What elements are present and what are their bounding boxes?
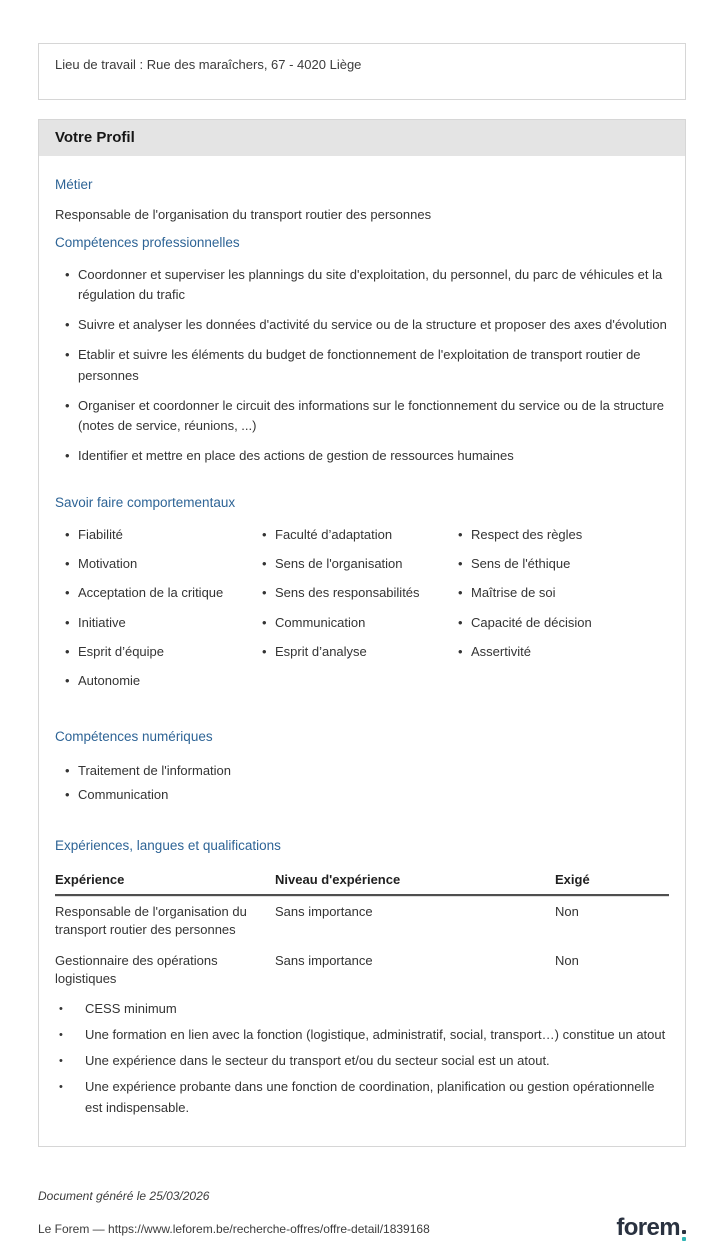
table-row: [55, 895, 669, 944]
list-item: • Assertivité: [458, 642, 669, 662]
table-header-cell: Exigé: [555, 868, 669, 895]
cell-experience: Responsable de l'organisation du transport routier des personnes: [55, 904, 247, 938]
list-item: • Esprit d’équipe: [65, 642, 252, 662]
section-title: Votre Profil: [55, 129, 135, 146]
cell-experience: Gestionnaire des opérations logistiques: [55, 952, 218, 986]
metier-value: Responsable de l'organisation du transport routier des personnes: [55, 207, 432, 222]
list-item: • Esprit d’analyse: [262, 642, 448, 662]
section-body: [39, 156, 685, 1146]
table-header-cell: Niveau d'expérience: [275, 868, 555, 895]
footer-row: [38, 1213, 686, 1242]
cell-required: Non: [555, 952, 579, 968]
experience-heading: Expériences, langues et qualifications: [55, 838, 281, 854]
experience-table: [55, 868, 669, 993]
list-item: • Sens de l'éthique: [458, 554, 669, 574]
list-item: • Respect des règles: [458, 525, 669, 545]
workplace-text: Lieu de travail : Rue des maraîchers, 67 - 4020 Liège: [55, 57, 362, 72]
list-item: • Acceptation de la critique: [65, 583, 252, 603]
list-item: • Coordonner et superviser les plannings du site d'exploitation, du personnel, du parc de véhicules et la régulation du trafic: [65, 265, 669, 305]
list-item: • Capacité de décision: [458, 613, 669, 633]
list-item: • Motivation: [65, 554, 252, 574]
list-item: • Sens de l'organisation: [262, 554, 448, 574]
experience-table-header-row: [55, 868, 669, 895]
cell-required: Non: [555, 904, 579, 920]
table-row: [55, 945, 669, 993]
list-item: • Communication: [262, 613, 448, 633]
soft-skills-col1: [65, 525, 252, 700]
list-item: • Une expérience probante dans une fonction de coordination, planification ou gestion opérationnelle est indispensable.: [55, 1077, 669, 1117]
list-item: • Initiative: [65, 613, 252, 633]
competences-pro-heading: Compétences professionnelles: [55, 235, 240, 250]
list-item: • Une formation en lien avec la fonction (logistique, administratif, social, transport…) constitue un atout: [55, 1025, 669, 1045]
cell-level: Sans importance: [275, 952, 373, 968]
list-item: • Communication: [65, 785, 293, 805]
list-item: • Identifier et mettre en place des actions de gestion de ressources humaines: [65, 446, 669, 466]
list-item: • Une expérience dans le secteur du transport et/ou du secteur social est un atout.: [55, 1051, 669, 1071]
list-item: • Autonomie: [65, 671, 252, 691]
forem-logo: [616, 1213, 686, 1242]
forem-logo-colon-icon: [682, 1230, 686, 1241]
list-item: • Fiabilité: [65, 525, 252, 545]
qualification-notes-list: [55, 999, 669, 1118]
list-item: • Etablir et suivre les éléments du budget de fonctionnement de l'exploitation de transport routier de personnes: [65, 345, 669, 385]
forem-logo-text: forem: [616, 1213, 680, 1241]
list-item: • Faculté d’adaptation: [262, 525, 448, 545]
profile-section: [38, 119, 686, 1147]
metier-heading: Métier: [55, 177, 93, 192]
list-item: • Traitement de l'information: [65, 761, 293, 781]
source-line: Le Forem — https://www.leforem.be/recherche-offres/offre-detail/1839168: [38, 1221, 430, 1236]
page-footer: [38, 1189, 686, 1242]
table-header-cell: Expérience: [55, 868, 275, 895]
competences-pro-list: [65, 265, 669, 466]
section-header: [39, 120, 685, 156]
experience-table-body: [55, 895, 669, 993]
digital-skills-columns: [55, 759, 669, 809]
list-item: • Suivre et analyser les données d'activité du service ou de la structure et proposer des axes d'évolution: [65, 315, 669, 335]
list-item: • Organiser et coordonner le circuit des informations sur le fonctionnement du service ou de la structure (notes de service, réunions, ...): [65, 396, 669, 436]
soft-skills-columns: [55, 525, 669, 700]
list-item: • Sens des responsabilités: [262, 583, 448, 603]
workplace-box: [38, 43, 686, 100]
list-item: • CESS minimum: [55, 999, 669, 1019]
soft-skills-col2: [262, 525, 448, 700]
cell-level: Sans importance: [275, 904, 373, 920]
list-item: • Maîtrise de soi: [458, 583, 669, 603]
digital-skills-heading: Compétences numériques: [55, 728, 213, 744]
generated-date: Document généré le 25/03/2026: [38, 1188, 210, 1203]
soft-skills-col3: [458, 525, 669, 700]
digital-skills-list: [65, 761, 293, 809]
soft-skills-heading: Savoir faire comportementaux: [55, 495, 236, 511]
